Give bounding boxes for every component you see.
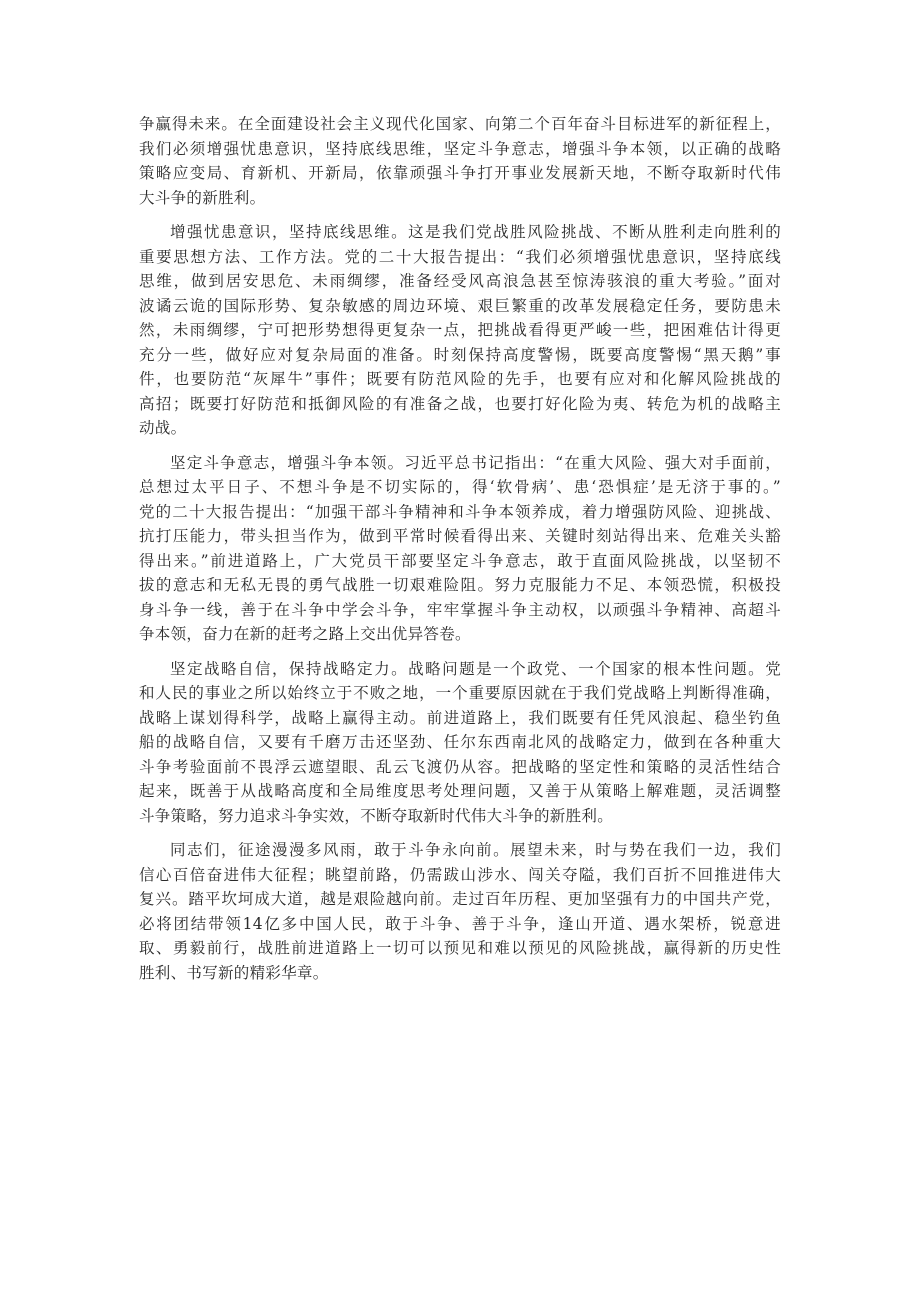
text-line: 我们必须增强忧患意识，坚持底线思维，坚定斗争意志，增强斗争本领，以正确的战略 xyxy=(139,139,781,158)
text-line: 大斗争的新胜利。 xyxy=(139,188,266,207)
text-line: 高招；既要打好防范和抵御风险的有准备之战，也要打好化险为夷、转危为机的战略主 xyxy=(139,394,781,413)
text-line: 动战。 xyxy=(139,419,187,437)
text-line: 增强忧患意识，坚持底线思维。这是我们党战胜风险挑战、不断从胜利走向胜利的 xyxy=(170,223,781,241)
text-line: 和人民的事业之所以始终立于不败之地，一个重要原因就在于我们党战略上判断得准确， xyxy=(139,684,781,702)
text-line: 斗争策略，努力追求斗争实效，不断夺取新时代伟大斗争的新胜利。 xyxy=(139,806,614,825)
text-line: 战略上谋划得科学，战略上赢得主动。前进道路上，我们既要有任凭风浪起、稳坐钓鱼 xyxy=(139,708,781,727)
text-line: 总想过太平日子、不想斗争是不切实际的，得‘软骨病’、患‘恐惧症’是无济于事的。” xyxy=(139,478,781,496)
text-line: 同志们，征途漫漫多风雨，敢于斗争永向前。展望未来，时与势在我们一边，我们 xyxy=(170,841,781,859)
text-line: 策略应变局、育新机、开新局，依靠顽强斗争打开事业发展新天地，不断夺取新时代伟 xyxy=(139,164,781,182)
paragraph-1 xyxy=(139,112,781,210)
text-line: 思维，做到居安思危、未雨绸缪，准备经受风高浪急甚至惊涛骇浪的重大考验。”面对 xyxy=(139,272,781,290)
paragraph-3 xyxy=(139,451,781,647)
text-line: 拔的意志和无私无畏的勇气战胜一切艰难险阻。努力克服能力不足、本领恐慌，积极投 xyxy=(139,576,781,594)
text-line: 复兴。踏平坎坷成大道，越是艰险越向前。走过百年历程、更加坚强有力的中国共产党， xyxy=(139,890,781,908)
text-line: 件，也要防范“灰犀牛”事件；既要有防范风险的先手，也要有应对和化解风险挑战的 xyxy=(139,370,781,388)
text-line: 起来，既善于从战略高度和全局维度思考处理问题，又善于从策略上解难题，灵活调整 xyxy=(139,782,781,800)
paragraph-5 xyxy=(139,838,781,985)
text-line: 身斗争一线，善于在斗争中学会斗争，牢牢掌握斗争主动权，以顽强斗争精神、高超斗 xyxy=(139,600,781,619)
text-line: 重要思想方法、工作方法。党的二十大报告提出：“我们必须增强忧患意识，坚持底线 xyxy=(139,247,781,266)
text-line: 充分一些，做好应对复杂局面的准备。时刻保持高度警惕，既要高度警惕“黑天鹅”事 xyxy=(139,345,781,364)
text-line: 坚定斗争意志，增强斗争本领。习近平总书记指出：“在重大风险、强大对手面前， xyxy=(170,453,781,472)
text-line: 信心百倍奋进伟大征程；眺望前路，仍需跋山涉水、闯关夺隘，我们百折不回推进伟大 xyxy=(139,865,781,884)
text-line: 必将团结带领14亿多中国人民，敢于斗争、善于斗争，逢山开道、遇水架桥，锐意进 xyxy=(139,914,781,933)
text-line: 争赢得未来。在全面建设社会主义现代化国家、向第二个百年奋斗目标进军的新征程上， xyxy=(139,115,781,133)
text-line: 得出来。”前进道路上，广大党员干部要坚定斗争意志，敢于直面风险挑战，以坚韧不 xyxy=(139,551,781,570)
text-line: 党的二十大报告提出：“加强干部斗争精神和斗争本领养成，着力增强防风险、迎挑战、 xyxy=(139,502,781,521)
paragraph-2 xyxy=(139,220,781,441)
text-line: 争本领，奋力在新的赶考之路上交出优异答卷。 xyxy=(139,625,471,643)
document-page xyxy=(139,112,781,995)
text-line: 胜利、书写新的精彩华章。 xyxy=(139,963,329,982)
paragraph-4 xyxy=(139,657,781,829)
text-line: 波谲云诡的国际形势、复杂敏感的周边环境、艰巨繁重的改革发展稳定任务，要防患未 xyxy=(139,296,781,315)
text-line: 然，未雨绸缪，宁可把形势想得更复杂一点，把挑战看得更严峻一些，把困难估计得更 xyxy=(139,321,781,339)
text-line: 坚定战略自信，保持战略定力。战略问题是一个政党、一个国家的根本性问题。党 xyxy=(170,659,781,678)
text-line: 抗打压能力，带头担当作为，做到平常时候看得出来、关键时刻站得出来、危难关头豁 xyxy=(139,527,781,545)
text-line: 船的战略自信，又要有千磨万击还坚劲、任尔东西南北风的战略定力，做到在各种重大 xyxy=(139,733,781,751)
text-line: 取、勇毅前行，战胜前进道路上一切可以预见和难以预见的风险挑战，赢得新的历史性 xyxy=(139,939,781,957)
text-line: 斗争考验面前不畏浮云遮望眼、乱云飞渡仍从容。把战略的坚定性和策略的灵活性结合 xyxy=(139,757,781,776)
